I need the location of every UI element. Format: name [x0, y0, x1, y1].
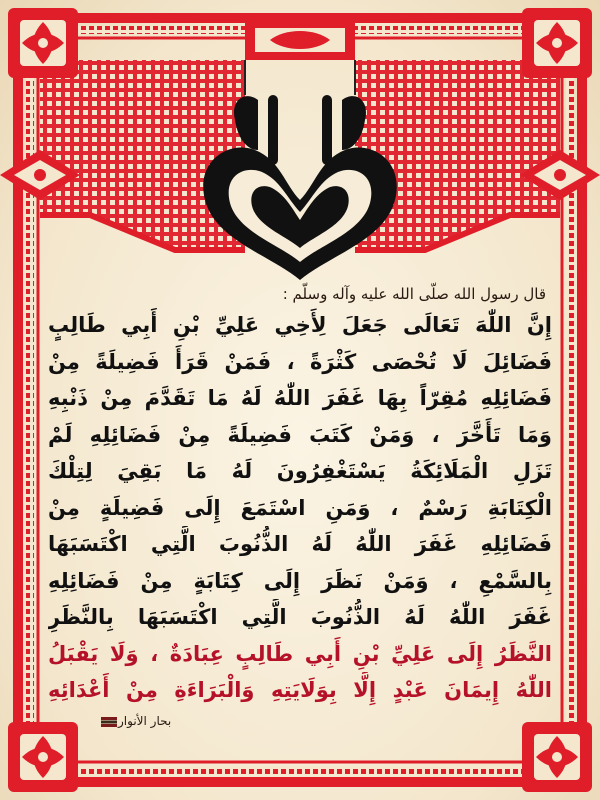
hadith-line: تَزَلِ الْمَلَائِكَةُ يَسْتَغْفِرُونَ لَهُ مَا بَقِيَ لِتِلْكَ	[48, 459, 552, 483]
hadith-line: بِالسَّمْعِ ، وَمَنْ نَظَرَ إِلَى كِتَابَةٍ مِنْ فَضَائِلِهِ	[48, 568, 552, 593]
book-icon	[100, 716, 118, 728]
corner-ornament-top-right	[522, 8, 592, 78]
hadith-line: غَفَرَ اللّٰهُ لَهُ الذُّنُوبَ الَّتِي اكْتَسَبَهَا بِالنَّظَرِ	[48, 605, 552, 629]
hadith-line: وَمَا تَأَخَّرَ ، وَمَنْ كَتَبَ فَضِيلَةً مِنْ فَضَائِلِهِ لَمْ	[48, 422, 552, 447]
corner-ornament-top-left	[8, 8, 78, 78]
hadith-line: فَضَائِلِهِ مُقِرّاً بِهَا غَفَرَ اللّٰهُ لَهُ مَا تَقَدَّمَ مِنْ ذَنْبِهِ	[48, 386, 552, 410]
hadith-line: الْكِتَابَةِ رَسْمٌ ، وَمَنِ اسْتَمَعَ إِلَى فَضِيلَةٍ مِنْ	[48, 495, 552, 520]
hadith-line: فَضَائِلِهِ غَفَرَ اللّٰهُ لَهُ الذُّنُوبَ الَّتِي اكْتَسَبَهَا	[48, 532, 552, 556]
hadith-line: إِنَّ اللّٰهَ تَعَالَى جَعَلَ لِأَخِي عَلِيِّ بْنِ أَبِي طَالِبٍ	[48, 313, 552, 337]
hadith-intro: قال رسول الله صلّى الله عليه وآله وسلّم :	[282, 285, 546, 303]
hadith-line-highlight: اللّٰهُ إِيمَانَ عَبْدٍ إِلَّا بِوَلَايَتِهِ وَالْبَرَاءَةِ مِنْ أَعْدَائِهِ	[48, 678, 552, 702]
hadith-line-highlight: النَّظَرُ إِلَى عَلِيِّ بْنِ أَبِي طَالِبٍ عِبَادَةٌ ، وَلَا يَقْبَلُ	[48, 641, 552, 666]
top-center-panel	[245, 20, 355, 95]
source-citation: بحار الأنوار	[118, 714, 172, 728]
hadith-text-block	[48, 285, 552, 755]
hadith-line: فَضَائِلَ لَا تُحْصَى كَثْرَةً ، فَمَنْ قَرَأَ فَضِيلَةً مِنْ	[48, 349, 552, 374]
